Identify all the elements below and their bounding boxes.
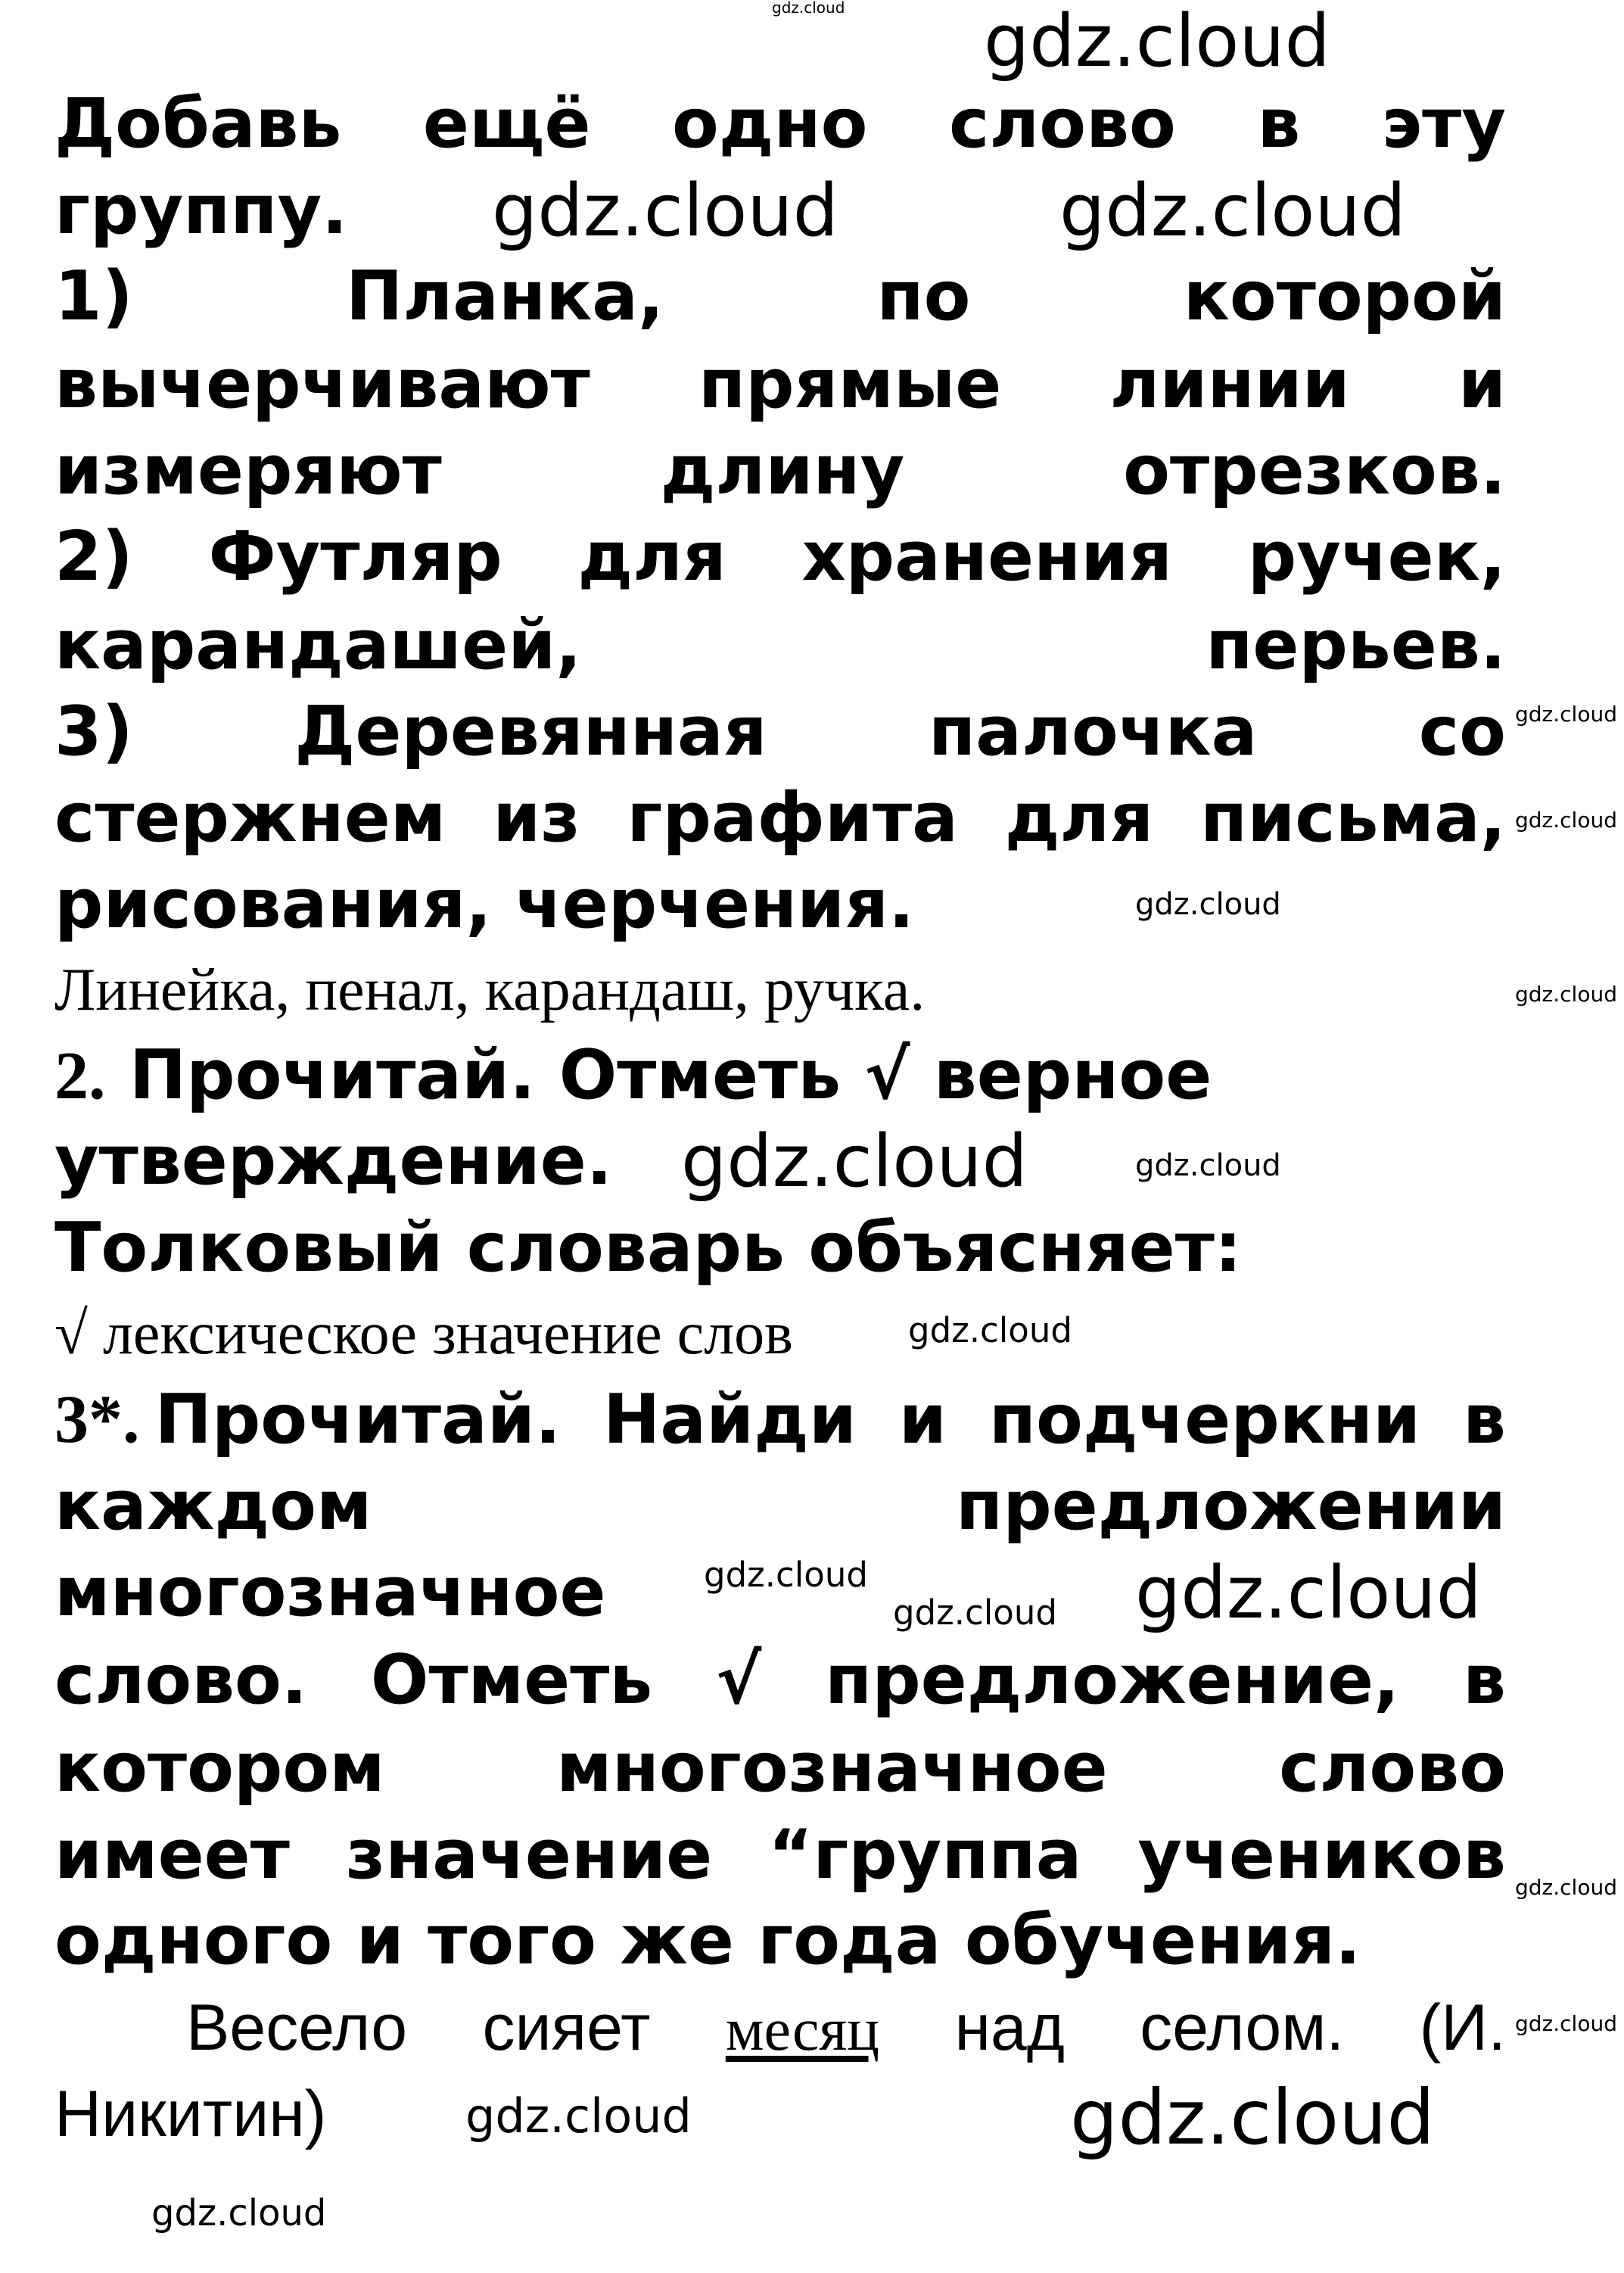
underlined-word: месяц bbox=[725, 1997, 880, 2063]
watermark: gdz.cloud bbox=[908, 1310, 1072, 1350]
watermark: gdz.cloud bbox=[681, 1120, 1028, 1203]
task1-line: 3) Деревянная палочка со bbox=[54, 692, 1506, 771]
task3-line: многозначное bbox=[54, 1552, 606, 1632]
task3-answer-line2: Никитин) bbox=[54, 2078, 327, 2150]
watermark: gdz.cloud bbox=[492, 170, 838, 253]
task-number: 3*. bbox=[54, 1382, 140, 1457]
watermark: gdz.cloud bbox=[772, 0, 845, 17]
task-number: 2. bbox=[54, 1038, 106, 1113]
watermark: gdz.cloud bbox=[893, 1593, 1057, 1633]
task3-line: котором многозначное слово bbox=[54, 1728, 1506, 1808]
task1-answer: Линейка, пенал, карандаш, ручка. bbox=[54, 957, 926, 1023]
task2-heading bbox=[54, 1033, 1212, 1118]
watermark: gdz.cloud bbox=[465, 2088, 692, 2144]
task3-line: Прочитай. Найди и подчеркни в bbox=[154, 1380, 1506, 1459]
watermark: gdz.cloud bbox=[984, 0, 1330, 83]
answer-text: над селом. (И. bbox=[954, 1991, 1506, 2064]
task1-line: вычерчивают прямые линии и bbox=[54, 344, 1506, 424]
task3-line: имеет значение “группа учеников bbox=[54, 1815, 1506, 1895]
task3-line: слово. Отметь √ предложение, в bbox=[54, 1640, 1506, 1720]
task1-line: рисования, черчения. bbox=[54, 864, 915, 944]
watermark: gdz.cloud bbox=[1135, 1148, 1281, 1183]
watermark: gdz.cloud bbox=[151, 2192, 327, 2234]
watermark: gdz.cloud bbox=[1070, 2073, 1436, 2162]
watermark: gdz.cloud bbox=[1135, 887, 1281, 922]
task1-line: карандашей, перьев. bbox=[54, 606, 1506, 685]
task1-line: измеряют длину отрезков. bbox=[54, 431, 1506, 510]
task2-line: Прочитай. Отметь √ верное bbox=[129, 1035, 1212, 1115]
task2-line: Толковый словарь объясняет: bbox=[54, 1208, 1242, 1288]
task3-heading bbox=[54, 1378, 1506, 1462]
task2-answer: √ лексическое значение слов bbox=[54, 1300, 793, 1367]
task3-line: каждом предложении bbox=[54, 1466, 1506, 1546]
watermark: gdz.cloud bbox=[1059, 170, 1406, 253]
task1-line: 2) Футляр для хранения ручек, bbox=[54, 517, 1506, 596]
task2-line: утверждение. bbox=[54, 1121, 613, 1200]
task3-answer bbox=[186, 1985, 1506, 2070]
task3-line: одного и того же года обучения. bbox=[54, 1901, 1361, 1980]
watermark: gdz.cloud bbox=[1515, 2011, 1617, 2036]
watermark: gdz.cloud bbox=[1515, 702, 1617, 727]
task1-line: стержнем из графита для письма, bbox=[54, 778, 1506, 858]
watermark: gdz.cloud bbox=[704, 1555, 868, 1595]
task1-line: 1) Планка, по которой bbox=[54, 257, 1506, 336]
watermark: gdz.cloud bbox=[1515, 982, 1617, 1007]
task1-line: группу. bbox=[54, 170, 348, 250]
answer-text: Весело сияет bbox=[186, 1991, 651, 2064]
task1-line: Добавь ещё одно слово в эту bbox=[54, 84, 1506, 163]
watermark: gdz.cloud bbox=[1135, 1552, 1482, 1635]
watermark: gdz.cloud bbox=[1515, 808, 1617, 833]
watermark: gdz.cloud bbox=[1515, 1875, 1617, 1900]
